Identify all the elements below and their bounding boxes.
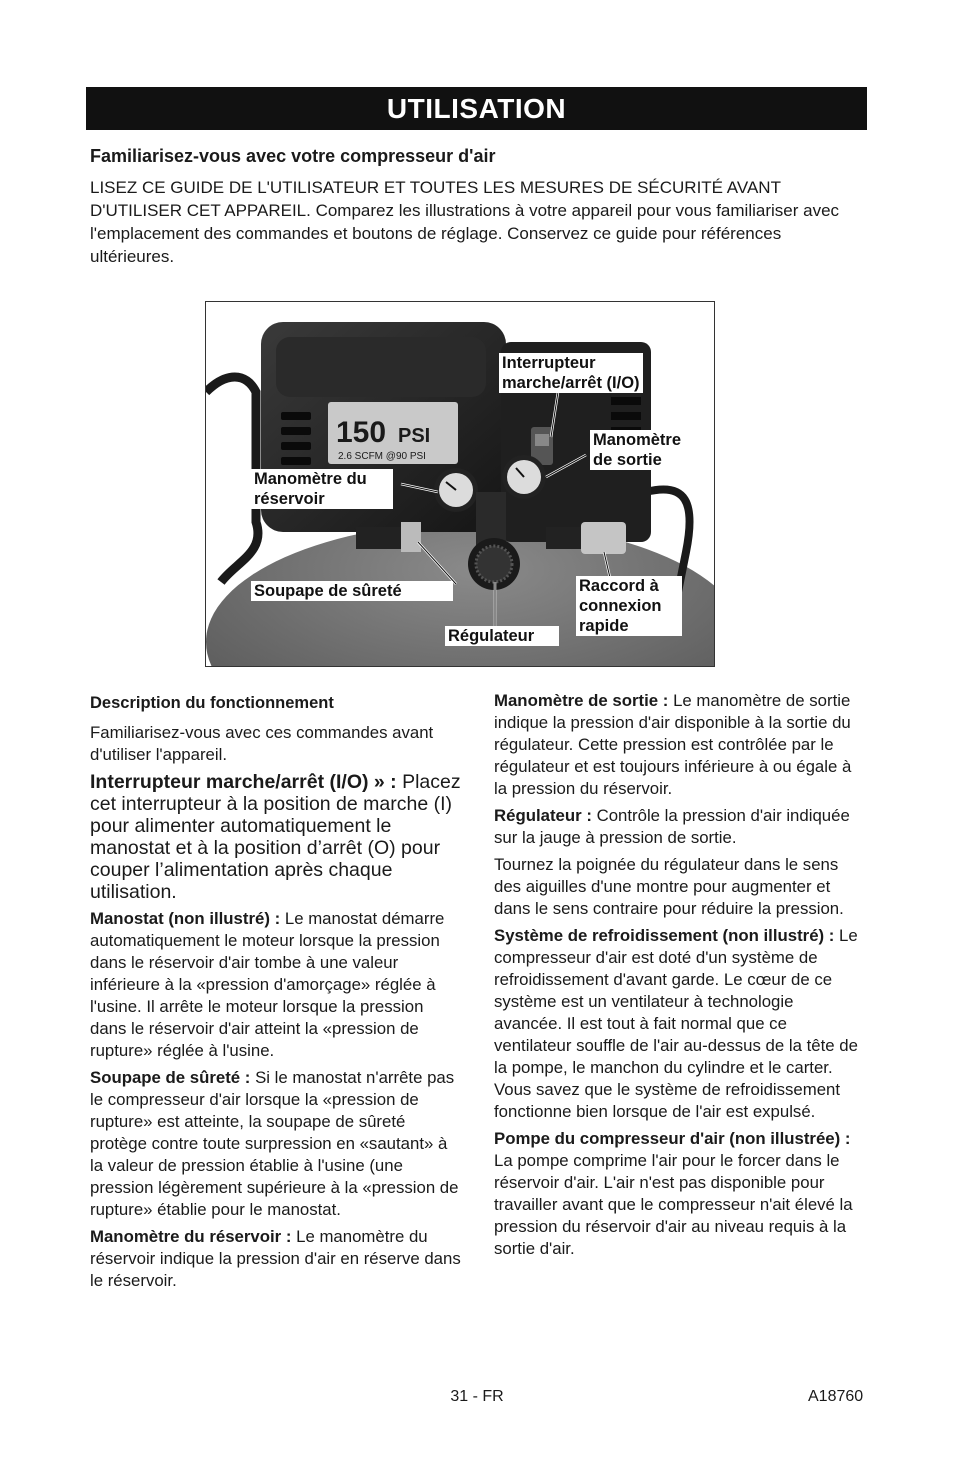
tank-gauge-paragraph: Manomètre du réservoir : Le manomètre du réservoir indique la pression d'air en réserve dans le réservoir.: [90, 1227, 461, 1290]
right-column: [494, 690, 866, 1265]
section-banner: UTILISATION: [86, 87, 867, 130]
manostat-paragraph: Manostat (non illustré) : Le manostat démarre automatiquement le moteur lorsque la pression dans le réservoir d'air tombe à une valeur inférieure à la «pression d'amorçage» réglée à l'usine. Il arrête le moteur lorsque la pression dans le réservoir d'air atteint la «pression de rupture» réglée à l'usine.: [90, 909, 445, 1060]
label-outlet-gauge: Manomètre de sortie: [590, 430, 684, 470]
intro-text: LISEZ CE GUIDE DE L'UTILISATEUR ET TOUTES LES MESURES DE SÉCURITÉ AVANT D'UTILISER CET APPAREIL. Comparez les illustrations à votre appareil pour vous familiariser avec l'emplacement des commandes et boutons de réglage. Conservez ce guide pour références ultérieures.: [90, 178, 840, 266]
left-column: [90, 692, 462, 1297]
label-tank-gauge: Manomètre du réservoir: [251, 469, 393, 509]
document-code: A18760: [808, 1388, 864, 1405]
cooling-paragraph: Système de refroidissement (non illustré) : Le compresseur d'air est doté d'un système de refroidissement d'avant garde. Le cœur de ce système est un ventilateur à technologie avancée. Il est tout à fait normal que ce ventilateur souffle de l'air au-dessus de la tête de la pompe, le manchon du cylindre et le carter. Vous savez que le système de refroidissement fonctionne bien lorsque de l'air est expulsé.: [494, 926, 858, 1121]
outlet-gauge-paragraph: Manomètre de sortie : Le manomètre de sortie indique la pression d'air disponible à la sortie du régulateur. Cette pression est contrôlée par le régulateur et est toujours inférieure à ou égale à la pression du réservoir.: [494, 691, 852, 798]
page-number: 31 - FR: [450, 1388, 504, 1405]
label-switch: Interrupteur marche/arrêt (I/O): [499, 353, 643, 393]
badge-sub: 2.6 SCFM @90 PSI: [338, 451, 426, 462]
regulator-paragraph: Régulateur : Contrôle la pression d'air indiquée sur la jauge à pression de sortie.: [494, 806, 850, 847]
compressor-figure: [205, 301, 715, 667]
pump-paragraph: Pompe du compresseur d'air (non illustrée) : La pompe comprime l'air pour le forcer dans le réservoir d'air. L'air n'est pas disponible pour travailler avant que le compresseur n'ait élevé la pression du réservoir d'air au niveau requis à la sortie d'air.: [494, 1129, 853, 1258]
badge-unit: PSI: [398, 425, 431, 447]
regulator-paragraph-2: Tournez la poignée du régulateur dans le sens des aiguilles d'une montre pour augmenter et dans le sens contraire pour réduire la pression.: [494, 855, 844, 918]
label-safety-valve: Soupape de sûreté: [251, 581, 453, 601]
label-quick-coupler: Raccord à connexion rapide: [576, 576, 682, 636]
label-regulator: Régulateur: [445, 626, 559, 646]
badge-number: 150: [336, 416, 387, 449]
description-title: Description du fonctionnement: [90, 694, 334, 712]
safety-valve-paragraph: Soupape de sûreté : Si le manostat n'arrête pas le compresseur d'air lorsque la «pression de rupture» est atteinte, la soupape de sûreté protège contre toute surpression en «sautant» à la valeur de pression établie à l'usine (une pression légèrement supérieure à la «pression de rupture» établie pour le manostat.: [90, 1068, 459, 1219]
switch-paragraph: Interrupteur marche/arrêt (I/O) » : Placez cet interrupteur à la position de marche (I) pour alimenter automatiquement le manostat et à la position d’arrêt (O) pour couper l’alimentation après chaque utilisation.: [90, 771, 461, 903]
description-text: Familiarisez-vous avec ces commandes avant d'utiliser l'appareil.: [90, 723, 434, 764]
intro-heading: Familiarisez-vous avec votre compresseur d'air: [90, 146, 496, 166]
